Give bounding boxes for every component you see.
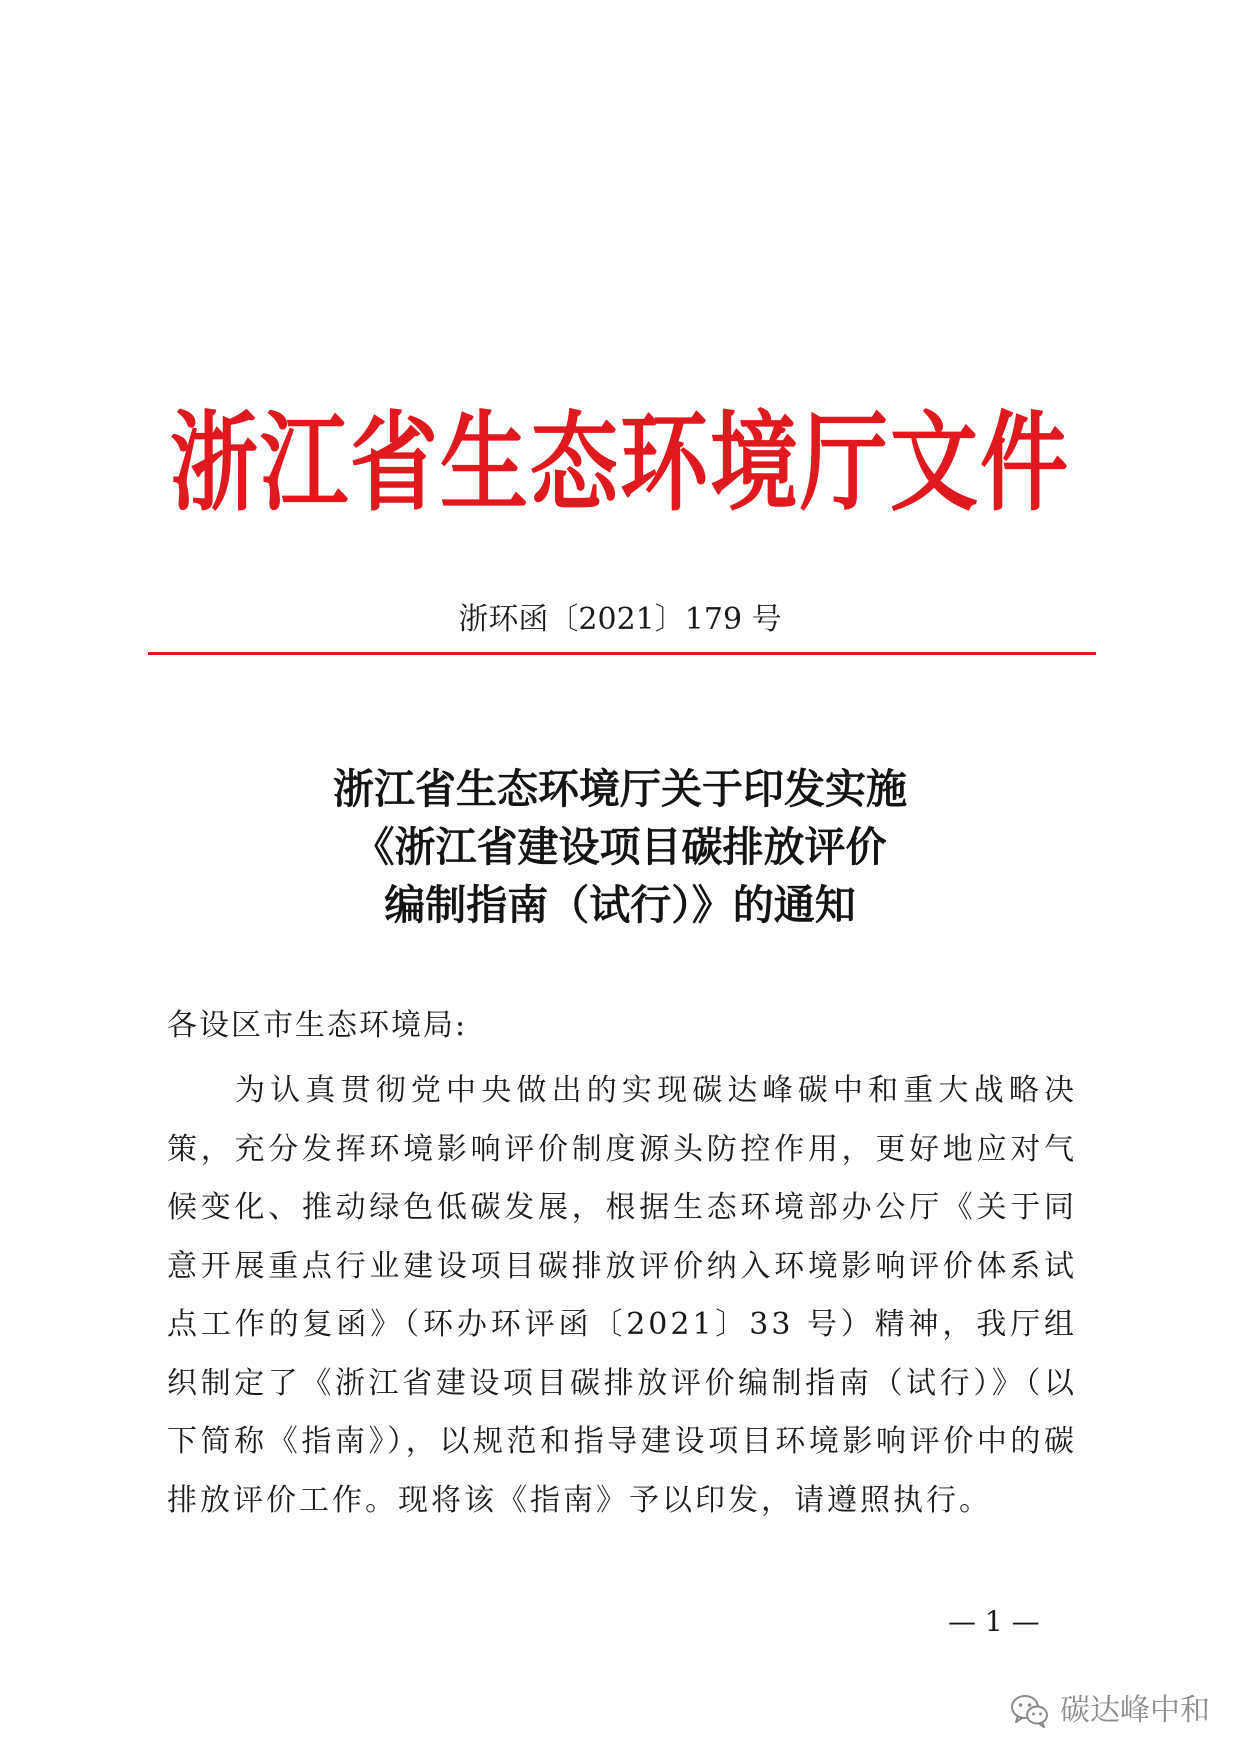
watermark: [1010, 1690, 1210, 1732]
notice-title-line-1: 浙江省生态环境厅关于印发实施: [333, 765, 907, 813]
page-number: — 1 —: [948, 1605, 1040, 1638]
masthead-title: 浙江省生态环境厅文件: [169, 398, 1070, 526]
document-number: 浙环函〔2021〕179 号: [458, 602, 782, 637]
notice-title-line-2: 《浙江省建设项目碳排放评价: [353, 823, 887, 871]
salutation: 各设区市生态环境局:: [167, 1008, 468, 1043]
watermark-text: 碳达峰中和: [1060, 1693, 1210, 1728]
body-paragraph: 为认真贯彻党中央做出的实现碳达峰碳中和重大战略决策，充分发挥环境影响评价制度源头防控作用，更好地应对气候变化、推动绿色低碳发展，根据生态环境部办公厅《关于同意开展重点行业建设项目碳排放评价纳入环境影响评价体系试点工作的复函》（环办环评函〔2021〕33 号）精神，我厅组织制定了《浙江省建设项目碳排放评价编制指南（试行）》（以下简称《指南》），以规范和指导建设项目环境影响评价中的碳排放评价工作。现将该《指南》予以印发，请遵照执行。: [167, 1073, 1077, 1518]
wechat-icon: [1010, 1693, 1050, 1729]
notice-title-line-3: 编制指南（试行）》的通知: [384, 881, 856, 929]
notice-title: [0, 760, 1240, 934]
red-divider-line: [148, 652, 1096, 655]
